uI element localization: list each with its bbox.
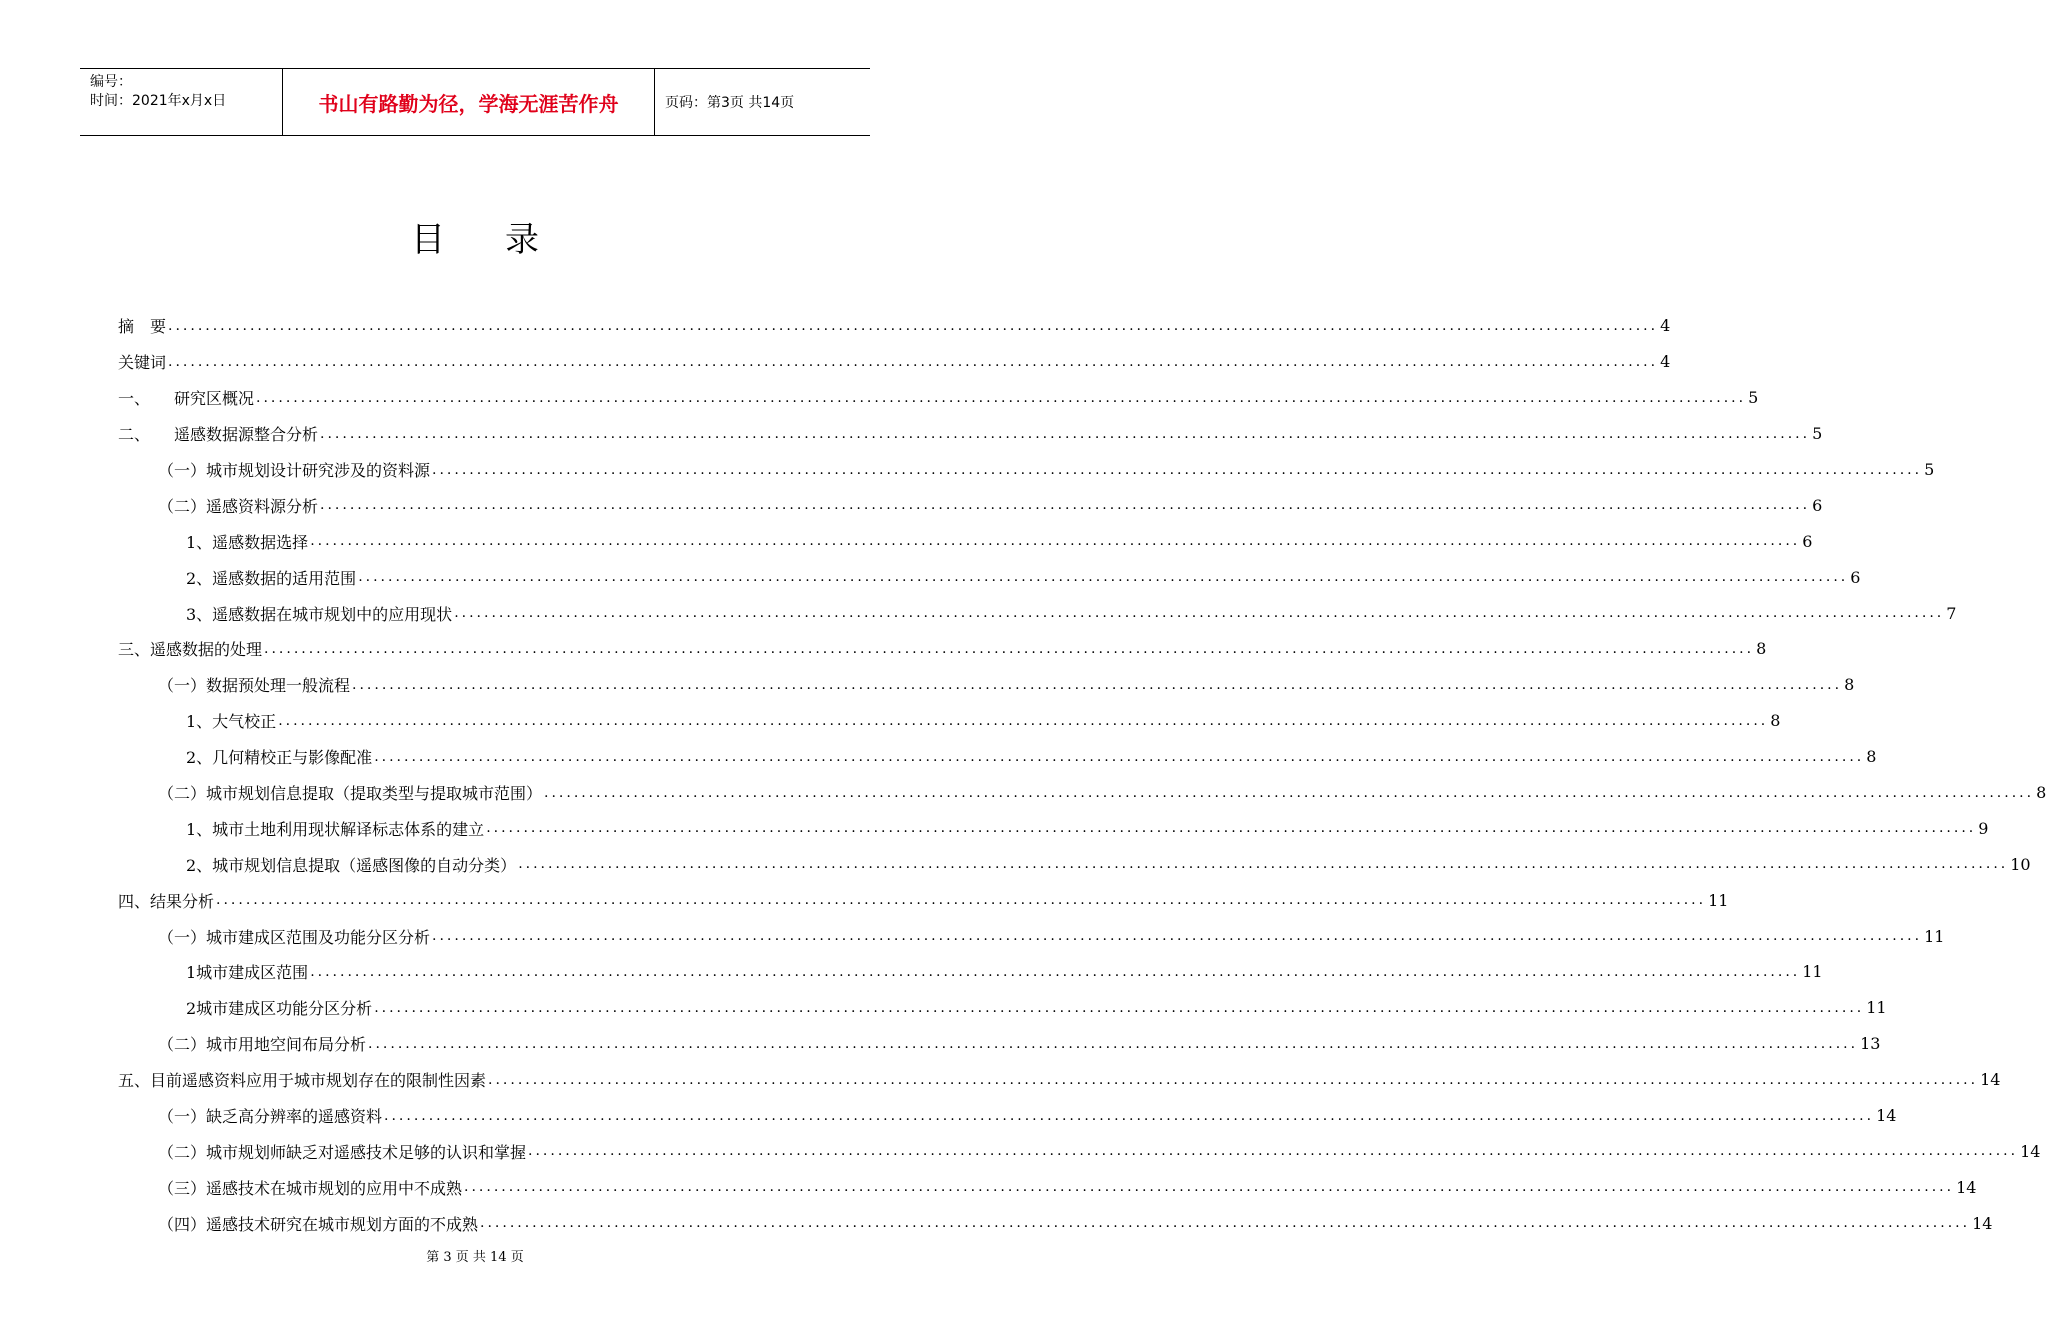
toc-entry[interactable]: [118, 487, 1823, 523]
toc-entry-label: 五、目前遥感资料应用于城市规划存在的限制性因素: [118, 1071, 487, 1091]
toc-entry-label: （一）城市建成区范围及功能分区分析: [158, 927, 431, 947]
toc-entry-page: 8: [1844, 675, 1855, 695]
toc-entry-label: 2、遥感数据的适用范围: [186, 568, 357, 588]
toc-entry-page: 8: [1756, 639, 1767, 659]
toc-entry-label: 3、遥感数据在城市规划中的应用现状: [186, 604, 453, 624]
toc-entry[interactable]: [118, 523, 1813, 559]
toc-leader-dots: ........................................................................................................................................................................................................: [488, 1071, 1979, 1088]
toc-leader-dots: ........................................................................................................................................................................................................: [368, 1035, 1859, 1052]
toc-leader-dots: ........................................................................................................................................................................................................: [544, 784, 2035, 801]
toc-entry-page: 13: [1860, 1034, 1881, 1054]
toc-entry-page: 6: [1812, 495, 1823, 515]
toc-entry[interactable]: [118, 810, 1989, 846]
page-header: [80, 68, 870, 136]
toc-leader-dots: ........................................................................................................................................................................................................: [168, 353, 1659, 370]
toc-leader-dots: ........................................................................................................................................................................................................: [358, 569, 1849, 586]
toc-leader-dots: ........................................................................................................................................................................................................: [278, 712, 1769, 729]
toc-entry-label: 一、 研究区概况: [118, 389, 255, 409]
toc-entry-page: 5: [1924, 460, 1935, 479]
toc-entry-page: 9: [1978, 818, 1989, 838]
toc-leader-dots: ........................................................................................................................................................................................................: [168, 317, 1659, 334]
toc-leader-dots: ........................................................................................................................................................................................................: [310, 963, 1801, 980]
toc-entry[interactable]: [118, 559, 1861, 595]
toc-entry[interactable]: [118, 1205, 1993, 1241]
toc-entry-label: 摘 要: [118, 317, 167, 337]
toc-entry[interactable]: [118, 416, 1823, 452]
toc-entry-label: （二）城市用地空间布局分析: [158, 1035, 367, 1055]
toc-entry-label: （二）城市规划师缺乏对遥感技术足够的认识和掌握: [158, 1142, 527, 1162]
toc-entry-page: 11: [1866, 998, 1887, 1018]
toc-entry-label: （一）缺乏高分辨率的遥感资料: [158, 1107, 383, 1127]
toc-entry-label: 三、遥感数据的处理: [118, 640, 263, 660]
toc-entry-label: 关键词: [118, 353, 167, 373]
toc-entry-label: （二）遥感资料源分析: [158, 496, 319, 516]
toc-entry-page: 8: [2036, 783, 2046, 803]
toc-entry[interactable]: [118, 882, 1729, 918]
toc-leader-dots: ........................................................................................................................................................................................................: [464, 1179, 1955, 1196]
toc-leader-dots: ........................................................................................................................................................................................................: [310, 533, 1801, 550]
toc-entry-label: （四）遥感技术研究在城市规划方面的不成熟: [158, 1214, 479, 1234]
page-title: 目录: [411, 220, 599, 260]
toc-entry-page: 5: [1748, 388, 1759, 408]
toc-entry-page: 14: [1956, 1177, 1977, 1197]
toc-leader-dots: ........................................................................................................................................................................................................: [320, 425, 1811, 442]
header-meta: [80, 69, 283, 135]
toc-entry-label: 2、几何精校正与影像配准: [186, 748, 373, 768]
toc-entry[interactable]: [118, 703, 1781, 739]
toc-entry-label: 四、结果分析: [118, 891, 215, 911]
toc-leader-dots: ........................................................................................................................................................................................................: [480, 1215, 1971, 1232]
toc-entry[interactable]: [118, 595, 1957, 631]
toc-entry[interactable]: [118, 990, 1887, 1026]
toc-entry-page: 11: [1924, 926, 1945, 946]
toc-entry-label: 二、 遥感数据源整合分析: [118, 425, 319, 445]
header-page-info: 页码：第3页 共14页: [665, 95, 795, 111]
toc-entry-label: （二）城市规划信息提取（提取类型与提取城市范围）: [158, 784, 543, 804]
toc-entry-page: 7: [1946, 603, 1957, 623]
toc-entry[interactable]: [118, 846, 2031, 882]
toc-leader-dots: ........................................................................................................................................................................................................: [256, 389, 1747, 406]
toc-entry[interactable]: [118, 739, 1877, 775]
toc-entry-page: 14: [1972, 1213, 1993, 1233]
toc-leader-dots: ........................................................................................................................................................................................................: [486, 820, 1977, 837]
toc-entry[interactable]: [118, 954, 1823, 990]
toc-entry[interactable]: [118, 452, 1935, 488]
toc-entry-page: 4: [1660, 316, 1671, 336]
header-motto: 书山有路勤为径，学海无涯苦作舟: [283, 69, 655, 135]
toc-entry-label: （一）城市规划设计研究涉及的资料源: [158, 461, 431, 480]
toc-leader-dots: ........................................................................................................................................................................................................: [518, 856, 2009, 873]
toc-entry[interactable]: [118, 380, 1759, 416]
toc-entry[interactable]: [118, 667, 1855, 703]
toc-entry-label: 2城市建成区功能分区分析: [186, 999, 373, 1019]
toc-entry-page: 6: [1802, 531, 1813, 551]
toc-leader-dots: ........................................................................................................................................................................................................: [216, 892, 1707, 909]
toc-entry-label: 1城市建成区范围: [186, 963, 309, 983]
table-of-contents: [118, 308, 2046, 1241]
header-time: 时间：2021年x月x日: [90, 93, 227, 109]
toc-entry-page: 8: [1866, 747, 1877, 767]
toc-entry-label: （一）数据预处理一般流程: [158, 676, 351, 696]
toc-entry-page: 8: [1770, 711, 1781, 731]
toc-entry[interactable]: [118, 631, 1767, 667]
toc-entry-label: 1、城市土地利用现状解译标志体系的建立: [186, 819, 485, 839]
toc-entry-page: 4: [1660, 352, 1671, 372]
toc-leader-dots: ........................................................................................................................................................................................................: [432, 928, 1923, 945]
toc-entry-page: 14: [1876, 1106, 1897, 1126]
toc-entry[interactable]: [118, 1026, 1881, 1062]
toc-entry[interactable]: [118, 1098, 1897, 1134]
toc-leader-dots: ........................................................................................................................................................................................................: [320, 497, 1811, 514]
toc-entry-page: 14: [2020, 1141, 2041, 1161]
header-code: 编号：: [90, 74, 132, 90]
toc-leader-dots: ........................................................................................................................................................................................................: [352, 676, 1843, 693]
page-footer: 第 3 页 共 14 页: [426, 1250, 524, 1265]
toc-leader-dots: ........................................................................................................................................................................................................: [374, 999, 1865, 1016]
toc-leader-dots: ........................................................................................................................................................................................................: [432, 461, 1923, 478]
toc-entry[interactable]: [118, 1133, 2041, 1169]
toc-entry[interactable]: [118, 775, 2046, 811]
toc-entry-label: 1、大气校正: [186, 712, 277, 732]
toc-entry[interactable]: [118, 1062, 2001, 1098]
toc-entry[interactable]: [118, 918, 1945, 954]
toc-leader-dots: ........................................................................................................................................................................................................: [384, 1107, 1875, 1124]
toc-entry[interactable]: [118, 308, 1671, 344]
toc-leader-dots: ........................................................................................................................................................................................................: [454, 605, 1945, 622]
toc-entry-page: 11: [1802, 962, 1823, 982]
toc-entry-label: （三）遥感技术在城市规划的应用中不成熟: [158, 1178, 463, 1198]
toc-entry-label: 2、城市规划信息提取（遥感图像的自动分类）: [186, 855, 517, 875]
toc-entry-page: 14: [1980, 1070, 2001, 1090]
toc-entry[interactable]: [118, 1169, 1977, 1205]
toc-entry-label: 1、遥感数据选择: [186, 532, 309, 552]
toc-entry-page: 5: [1812, 424, 1823, 444]
toc-entry-page: 6: [1850, 567, 1861, 587]
toc-entry-page: 10: [2010, 854, 2031, 874]
toc-leader-dots: ........................................................................................................................................................................................................: [374, 748, 1865, 765]
toc-leader-dots: ........................................................................................................................................................................................................: [528, 1143, 2019, 1160]
toc-entry[interactable]: [118, 344, 1671, 380]
toc-entry-page: 11: [1708, 890, 1729, 910]
toc-leader-dots: ........................................................................................................................................................................................................: [264, 640, 1755, 657]
